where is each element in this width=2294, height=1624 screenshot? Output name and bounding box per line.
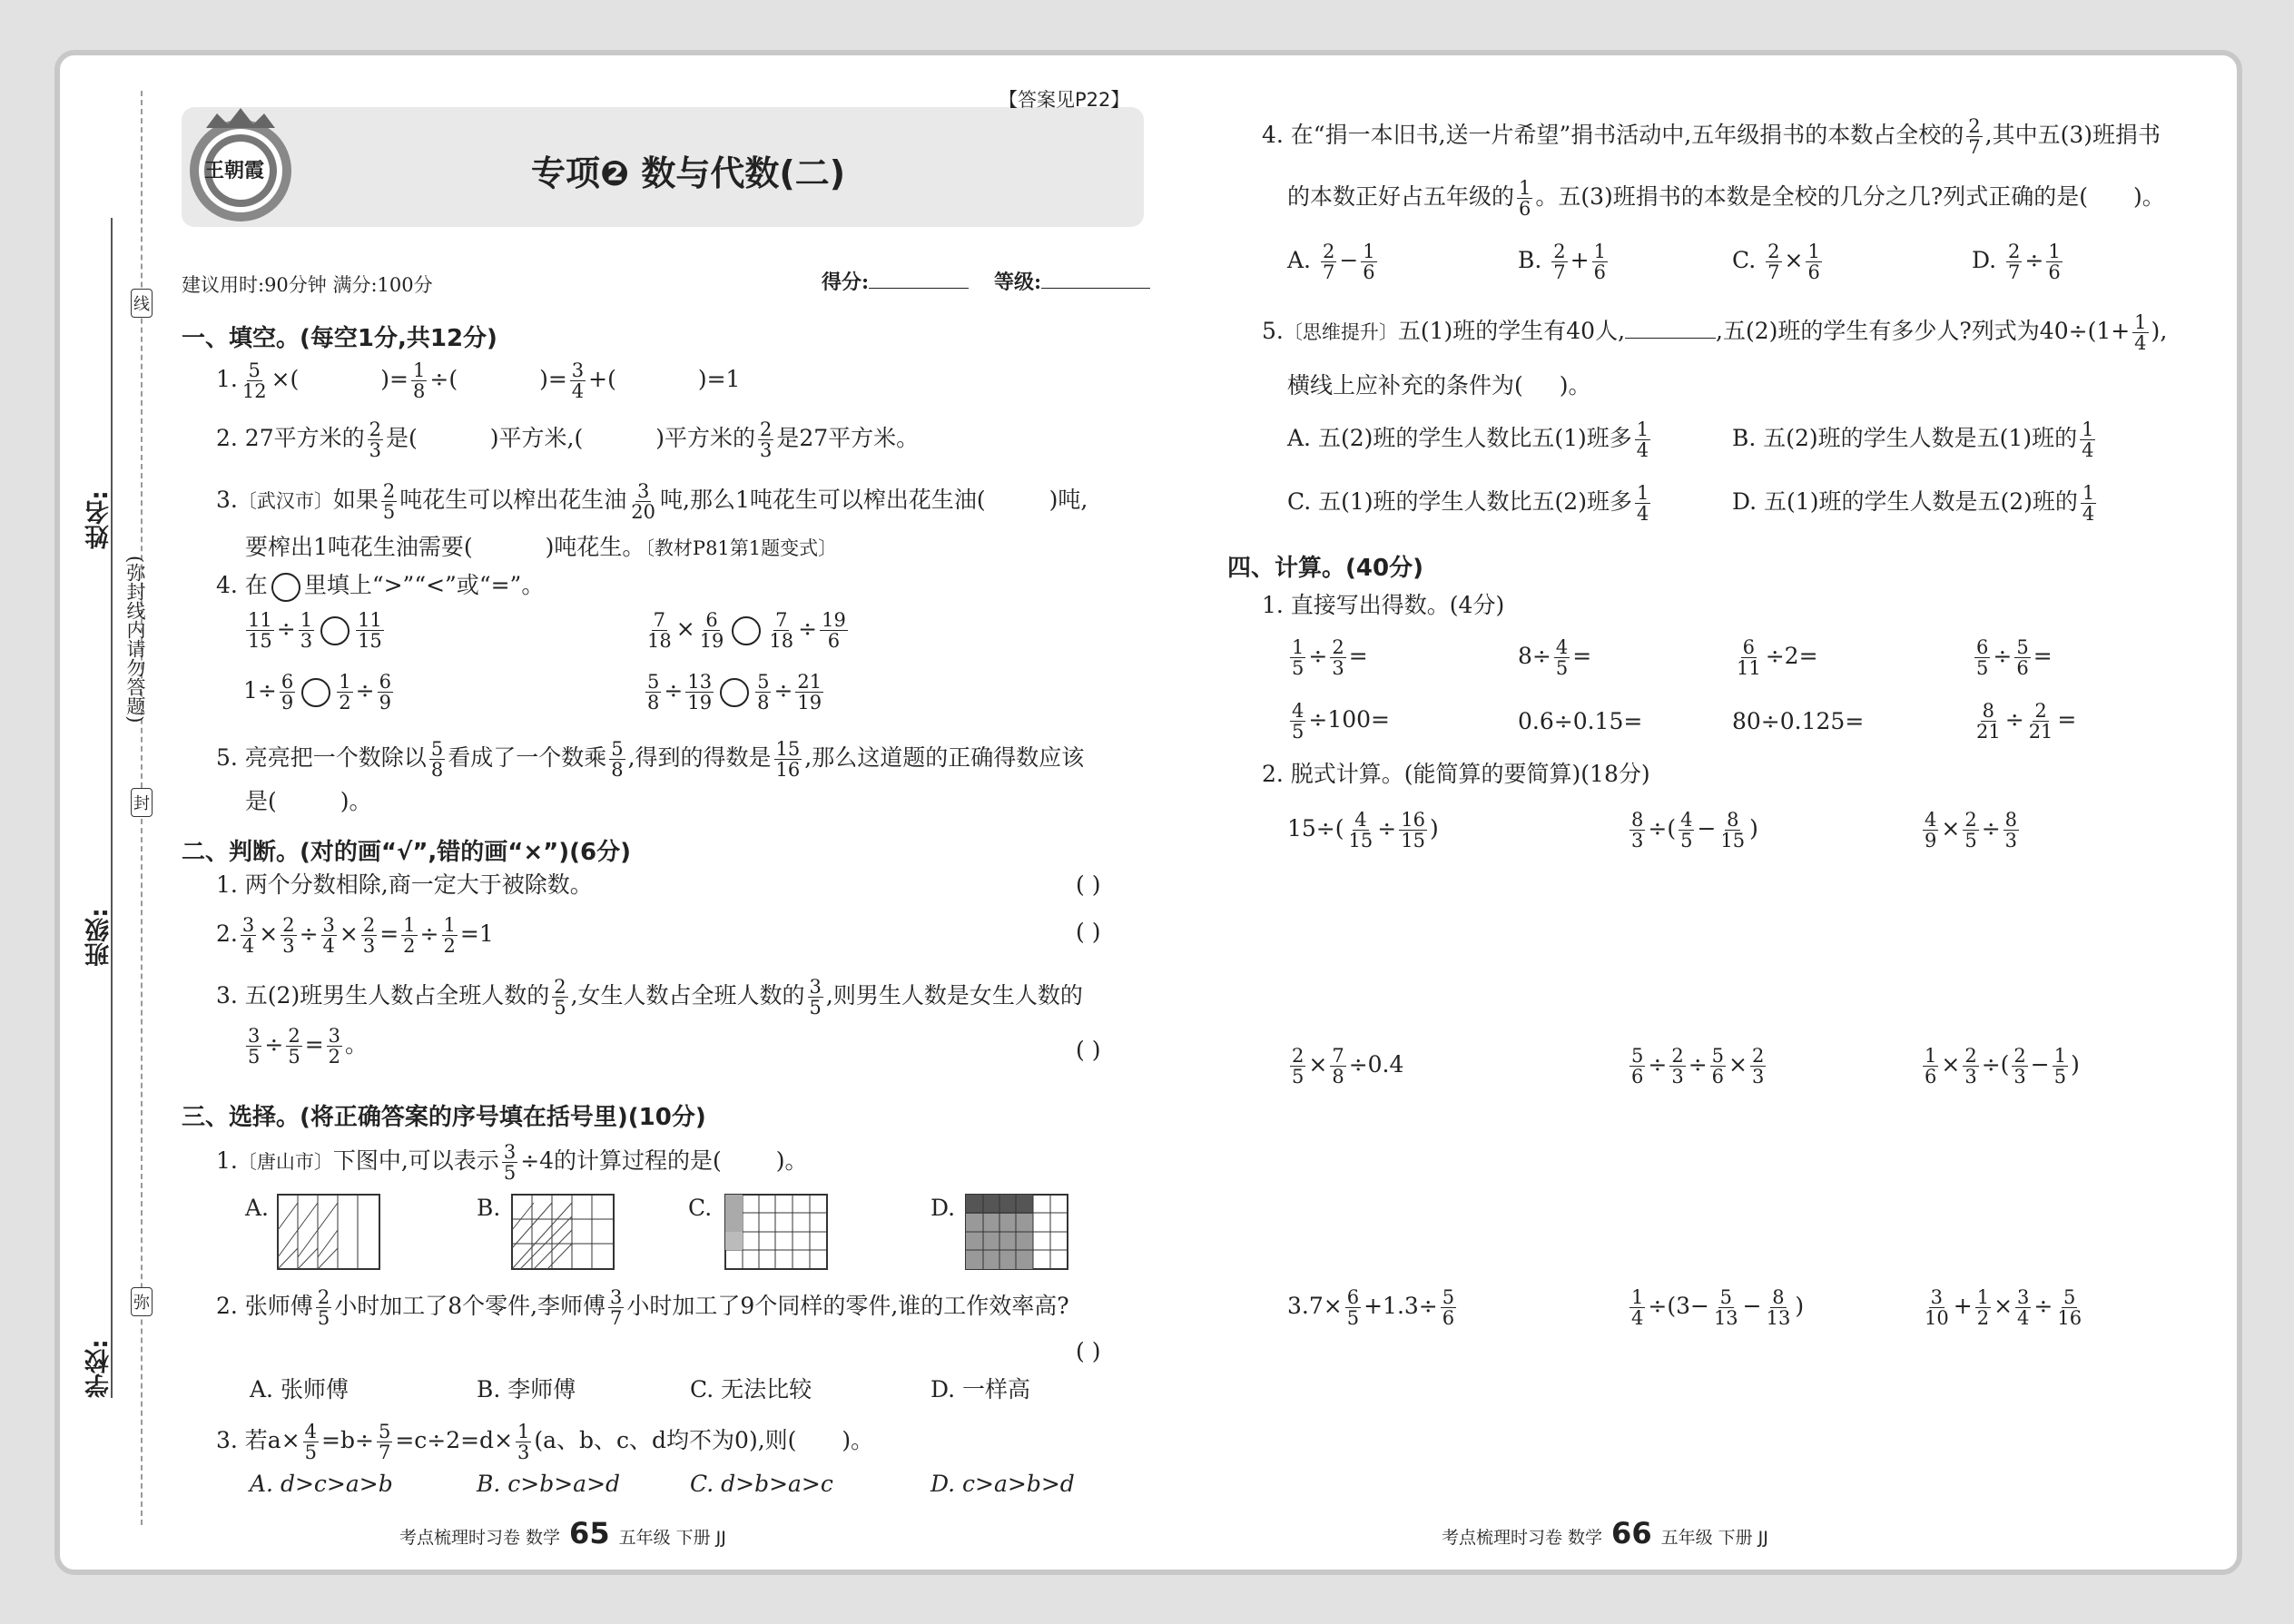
q3-item3-opt-d: D. c>a>b>d <box>930 1471 1075 1497</box>
q3-item4-opt-c: C. $\frac{2}{7}$ × $\frac{1}{6}$ <box>1732 241 1820 283</box>
figure-d <box>965 1194 1069 1271</box>
compare-2: $\frac{7}{18}$ × $\frac{6}{19}$ $\frac{7}{18}$ ÷ $\frac{19}{6}$ <box>647 609 846 652</box>
q3-item3: 3. 若a× $\frac{4}{5}$ =b÷ $\frac{5}{7}$ =c÷2=d× $\frac{1}{3}$ (a、b、c、d均不为0),则( )。 <box>216 1421 874 1463</box>
compare-1: $\frac{11}{15}$ ÷ $\frac{1}{3}$ $\frac{11}{15}$ <box>248 609 382 652</box>
option-b-label: B. <box>477 1195 501 1221</box>
option-d-label: D. <box>930 1195 956 1221</box>
compare-3: 1÷ $\frac{6}{9}$ $\frac{1}{2}$ ÷ $\frac{6}{9}$ <box>243 671 391 714</box>
calc-3: $\frac{6}{11}$ ÷2= <box>1737 636 1818 679</box>
q1-item1: 1. $\frac{5}{12}$ ×( )= $\frac{1}{8}$ ÷( )= $\frac{3}{4}$ +( )=1 <box>216 359 741 402</box>
q3-item4-opt-d: D. $\frac{2}{7}$ ÷ $\frac{1}{6}$ <box>1972 241 2061 283</box>
school-label: 学校: <box>85 1339 113 1398</box>
seal-char: 封 <box>131 788 153 817</box>
step-7: 3.7× $\frac{6}{5}$ +1.3÷ $\frac{5}{6}$ <box>1287 1286 1455 1329</box>
step-6: $\frac{1}{6}$ × $\frac{2}{3}$ ÷( $\frac{2}{3}$ − $\frac{1}{5}$ ) <box>1925 1045 2080 1088</box>
figure-a <box>277 1194 381 1271</box>
time-info: 建议用时:90分钟 满分:100分 <box>182 274 433 296</box>
calc-2: 8÷ $\frac{4}{5}$ = <box>1518 636 1592 679</box>
seal-note: (弥封线内请勿答题) <box>124 556 146 723</box>
q3-item5-opt-b: B. 五(2)班的学生人数是五(1)班的 $\frac{1}{4}$ <box>1732 418 2094 461</box>
logo <box>186 103 295 230</box>
q3-item4-opt-a: A. $\frac{2}{7}$ − $\frac{1}{6}$ <box>1287 241 1375 283</box>
q3-item3-opt-b: B. c>b>a>d <box>477 1471 621 1497</box>
q2-item1: 1. 两个分数相除,商一定大于被除数。 <box>216 871 593 898</box>
q3-item4-line2: 的本数正好占五年级的 $\frac{1}{6}$ 。五(3)班捐书的本数是全校的几分之几?列式正确的是( )。 <box>1287 177 2165 220</box>
q3-item3-opt-c: C. d>b>a>c <box>690 1471 833 1497</box>
calc-8: $\frac{8}{21}$ ÷ $\frac{2}{21}$ = <box>1976 700 2077 743</box>
q2-item2: 2. $\frac{3}{4}$ × $\frac{2}{3}$ ÷ $\frac{3}{4}$ × $\frac{2}{3}$ = $\frac{1}{2}$ ÷ $\frac{1}{2}$ =1 <box>216 914 494 957</box>
score-label: 得分: <box>822 267 969 295</box>
calc-1: $\frac{1}{5}$ ÷ $\frac{2}{3}$ = <box>1292 636 1368 679</box>
section-4-title: 四、计算。(40分) <box>1227 555 1423 582</box>
calc-4: $\frac{6}{5}$ ÷ $\frac{5}{6}$ = <box>1976 636 2053 679</box>
q3-item4-opt-b: B. $\frac{2}{7}$ + $\frac{1}{6}$ <box>1518 241 1606 283</box>
calc-6: 0.6÷0.15= <box>1518 708 1643 734</box>
q2-item3-line2: $\frac{3}{5}$ ÷ $\frac{2}{5}$ = $\frac{3}{2}$ 。 <box>248 1025 369 1068</box>
calc-5: $\frac{4}{5}$ ÷100= <box>1292 700 1390 743</box>
q1-item4: 4. 在 里填上“>”“<”或“=”。 <box>216 570 544 602</box>
logo-text: 王朝霞 <box>204 159 265 182</box>
q3-item2-opt-a: A. 张师傅 <box>250 1376 349 1403</box>
step-4: $\frac{2}{5}$ × $\frac{7}{8}$ ÷0.4 <box>1292 1045 1404 1088</box>
grade-label: 等级: <box>994 267 1150 295</box>
q3-item4: 4. 在“捐一本旧书,送一片希望”捐书活动中,五年级捐书的本数占全校的 $\frac{2}{7}$ ,其中五(3)班捐书 <box>1262 115 2161 158</box>
class-label: 班级: <box>85 908 113 967</box>
calc-7: 80÷0.125= <box>1732 708 1865 734</box>
q1-item5-line2: 是( )。 <box>245 788 372 814</box>
figure-c <box>724 1194 829 1271</box>
q3-item5-opt-c: C. 五(1)班的学生人数比五(2)班多 $\frac{1}{4}$ <box>1287 482 1649 525</box>
q4-item1: 1. 直接写出得数。(4分) <box>1262 592 1505 618</box>
step-1: 15÷( $\frac{4}{15}$ ÷ $\frac{16}{15}$ ) <box>1287 809 1439 851</box>
step-9: $\frac{3}{10}$ + $\frac{1}{2}$ × $\frac{3}{4}$ ÷ $\frac{5}{16}$ <box>1925 1286 2082 1329</box>
seal2-char: 弥 <box>131 1287 153 1316</box>
step-2: $\frac{8}{3}$ ÷( $\frac{4}{5}$ − $\frac{8}{15}$ ) <box>1631 809 1758 851</box>
q3-item1: 1.〔唐山市〕下图中,可以表示 $\frac{3}{5}$ ÷4的计算过程的是( )。 <box>216 1141 808 1184</box>
option-a-label: A. <box>245 1195 270 1221</box>
step-5: $\frac{5}{6}$ ÷ $\frac{2}{3}$ ÷ $\frac{5}{6}$ × $\frac{2}{3}$ <box>1631 1045 1765 1088</box>
section-1-title: 一、填空。(每空1分,共12分) <box>182 325 497 352</box>
footer-right: 考点梳理时习卷 数学 66 五年级 下册 JJ <box>1442 1516 1768 1550</box>
compare-4: $\frac{5}{8}$ ÷ $\frac{13}{19}$ $\frac{5}{8}$ ÷ $\frac{21}{19}$ <box>647 671 822 714</box>
q3-item5-line2: 横线上应补充的条件为( )。 <box>1287 372 1591 399</box>
q1-item2: 2. 27平方米的 $\frac{2}{3}$ 是( )平方米,( )平方米的 $\frac{2}{3}$ 是27平方米。 <box>216 418 920 461</box>
q1-item3-line2: 要榨出1吨花生油需要( )吨花生。〔教材P81第1题变式〕 <box>245 534 838 560</box>
figure-b <box>511 1194 615 1271</box>
sidebar-line <box>111 218 113 1398</box>
line-char: 线 <box>131 289 153 318</box>
q3-item2-opt-b: B. 李师傅 <box>477 1376 576 1403</box>
q2-paren-1[interactable]: ( ) <box>1076 871 1101 898</box>
q3-item3-opt-a: A. d>c>a>b <box>250 1471 393 1497</box>
q1-item3: 3.〔武汉市〕如果 $\frac{2}{5}$ 吨花生可以榨出花生油 $\frac{3}{20}$ 吨,那么1吨花生可以榨出花生油( )吨, <box>216 480 1088 523</box>
q3-item2-opt-d: D. 一样高 <box>930 1376 1031 1403</box>
q3-item5-opt-a: A. 五(2)班的学生人数比五(1)班多 $\frac{1}{4}$ <box>1287 418 1649 461</box>
section-2-title: 二、判断。(对的画“√”,错的画“×”)(6分) <box>182 839 631 866</box>
option-c-label: C. <box>688 1195 713 1221</box>
q3-item5-opt-d: D. 五(1)班的学生人数是五(2)班的 $\frac{1}{4}$ <box>1732 482 2095 525</box>
answer-ref: 【答案见P22】 <box>999 89 1130 111</box>
q3-item2-opt-c: C. 无法比较 <box>690 1376 812 1403</box>
q2-item3: 3. 五(2)班男生人数占全班人数的 $\frac{2}{5}$ ,女生人数占全班人数的 $\frac{3}{5}$ ,则男生人数是女生人数的 <box>216 976 1083 1019</box>
q3-paren-2[interactable]: ( ) <box>1076 1338 1101 1364</box>
section-3-title: 三、选择。(将正确答案的序号填在括号里)(10分) <box>182 1104 706 1131</box>
step-3: $\frac{4}{9}$ × $\frac{2}{5}$ ÷ $\frac{8}{3}$ <box>1925 809 2018 851</box>
q3-item2: 2. 张师傅 $\frac{2}{5}$ 小时加工了8个零件,李师傅 $\frac{3}{7}$ 小时加工了9个同样的零件,谁的工作效率高? <box>216 1286 1069 1329</box>
page-title: 专项❷ 数与代数(二) <box>531 153 846 193</box>
q4-item2: 2. 脱式计算。(能简算的要简算)(18分) <box>1262 761 1650 787</box>
footer-left: 考点梳理时习卷 数学 65 五年级 下册 JJ <box>399 1516 726 1550</box>
step-8: $\frac{1}{4}$ ÷(3− $\frac{5}{13}$ − $\frac{8}{13}$ ) <box>1631 1286 1805 1329</box>
name-label: 姓名: <box>85 490 113 549</box>
q2-paren-2[interactable]: ( ) <box>1076 919 1101 945</box>
q3-item5: 5.〔思维提升〕五(1)班的学生有40人, ,五(2)班的学生有多少人?列式为40÷(1+ $\frac{1}{4}$ ), <box>1262 311 2168 354</box>
q1-item5: 5. 亮亮把一个数除以 $\frac{5}{8}$ 看成了一个数乘 $\frac{5}{8}$ ,得到的得数是 $\frac{15}{16}$ ,那么这道题的正确得数应该 <box>216 738 1085 781</box>
q2-paren-3[interactable]: ( ) <box>1076 1037 1101 1063</box>
